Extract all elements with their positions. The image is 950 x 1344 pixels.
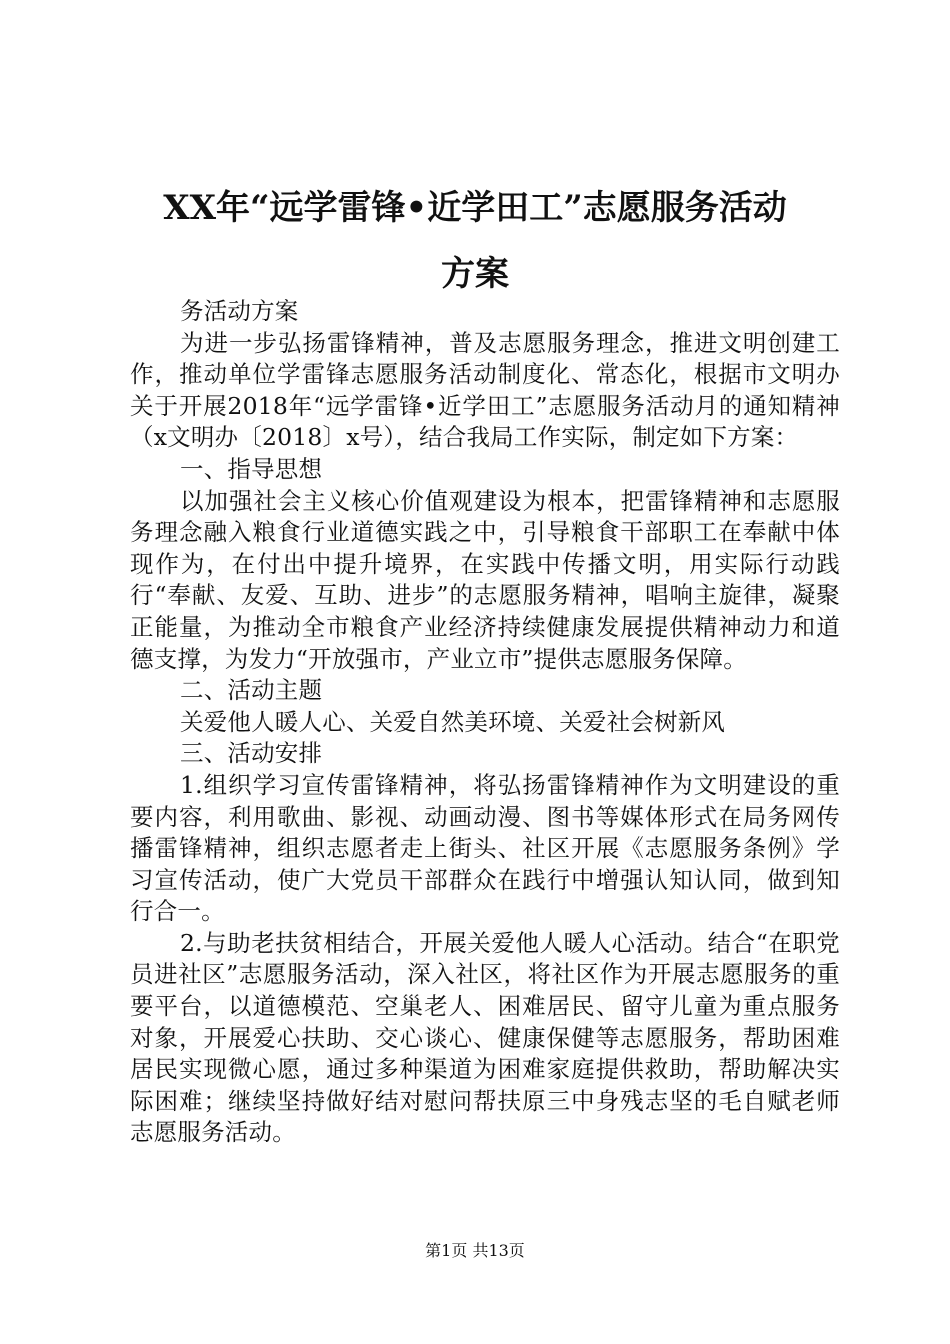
document-title-line-1: XX年“远学雷锋•近学田工”志愿服务活动 bbox=[163, 188, 787, 228]
paragraph-intro: 为进一步弘扬雷锋精神，普及志愿服务理念，推进文明创建工作，推动单位学雷锋志愿服务活动制度化、常态化，根据市文明办关于开展2018年“远学雷锋•近学田工”志愿服务活动月的通知精神（x文明办〔2018〕x号），结合我局工作实际，制定如下方案： bbox=[130, 328, 840, 452]
heading-activity-theme: 二、活动主题 bbox=[180, 676, 323, 705]
document-title-line-2: 方案 bbox=[441, 254, 509, 294]
heading-guiding-thought: 一、指导思想 bbox=[180, 454, 323, 483]
paragraph-guiding-thought: 以加强社会主义核心价值观建设为根本，把雷锋精神和志愿服务理念融入粮食行业道德实践之中，引导粮食干部职工在奉献中体现作为，在付出中提升境界，在实践中传播文明，用实际行动践行“奉献、友爱、互助、进步”的志愿服务精神，唱响主旋律，凝聚正能量，为推动全市粮食产业经济持续健康发展提供精神动力和道德支撑，为发力“开放强市，产业立市”提供志愿服务保障。 bbox=[130, 486, 840, 673]
heading-activity-arrangement: 三、活动安排 bbox=[180, 739, 323, 768]
paragraph-arrangement-2: 2.与助老扶贫相结合，开展关爱他人暖人心活动。结合“在职党员进社区”志愿服务活动，深入社区，将社区作为开展志愿服务的重要平台，以道德模范、空巢老人、困难居民、留守儿童为重点服务对象，开展爱心扶助、交心谈心、健康保健等志愿服务，帮助困难居民实现微心愿，通过多种渠道为困难家庭提供救助，帮助解决实际困难；继续坚持做好结对慰问帮扶原三中身残志坚的毛自赋老师志愿服务活动。 bbox=[130, 928, 840, 1147]
page-footer: 第1页 共13页 bbox=[425, 1241, 525, 1260]
paragraph-activity-theme: 关爱他人暖人心、关爱自然美环境、关爱社会树新风 bbox=[180, 707, 726, 736]
document-body bbox=[130, 296, 840, 1149]
paragraph-arrangement-1: 1.组织学习宣传雷锋精神，将弘扬雷锋精神作为文明建设的重要内容，利用歌曲、影视、动画动漫、图书等媒体形式在局务网传播雷锋精神，组织志愿者走上街头、社区开展《志愿服务条例》学习宣传活动，使广大党员干部群众在践行中增强认知认同，做到知行合一。 bbox=[130, 770, 840, 926]
paragraph-subtitle: 务活动方案 bbox=[180, 297, 299, 325]
